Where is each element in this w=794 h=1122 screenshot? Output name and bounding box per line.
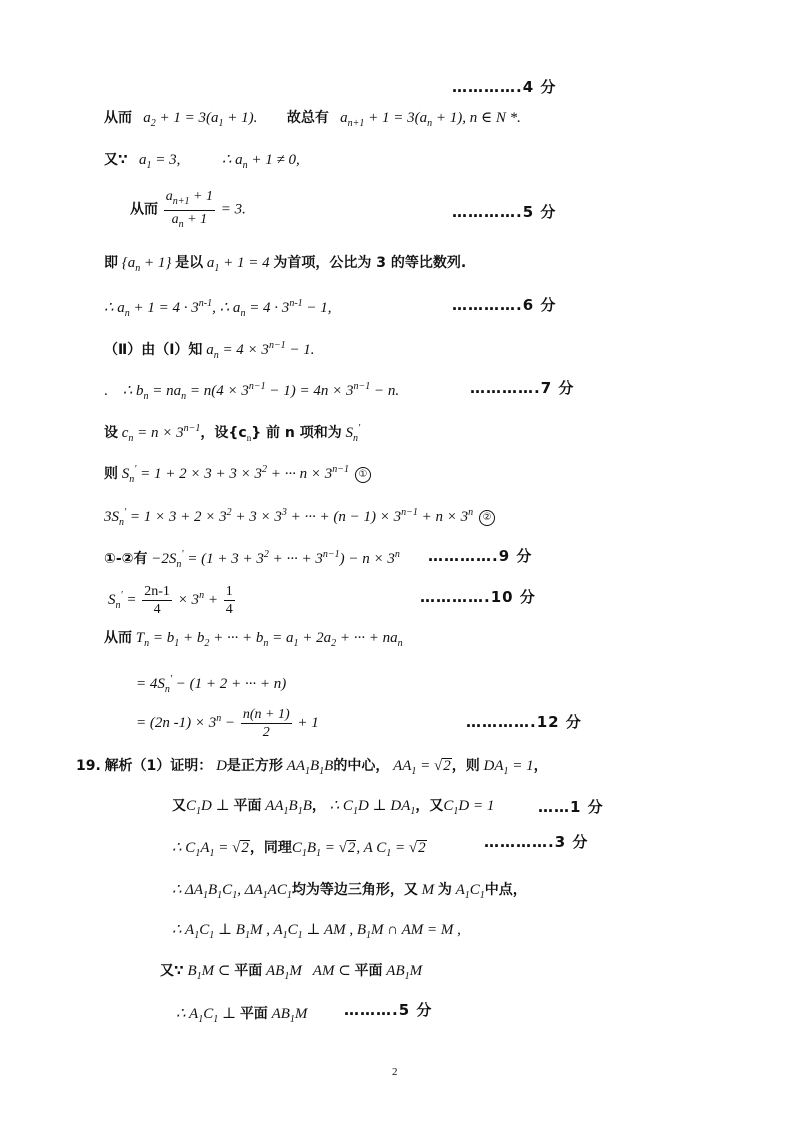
math: $DA_1 = 1$ — [483, 758, 534, 777]
math: $AA_1B_1B$ — [261, 798, 312, 817]
math: ∴ $A_1C_1$ ⊥ $B_1M$ , $A_1C_1$ ⊥ AM , $B_1M$ ∩ AM = M , — [172, 922, 461, 941]
math: ∴ $a_n + 1 \ne 0$, — [221, 152, 300, 171]
math: D — [216, 758, 227, 774]
line-15 — [136, 699, 319, 743]
line-6 — [104, 336, 315, 366]
math: = (2n $-1) \times 3^n$ − — [136, 713, 236, 731]
text: 均为等边三角形，又 — [291, 882, 418, 898]
math: $a_{n+1} + 1 = 3(a_n + 1)$, n ∈ N *. — [332, 110, 521, 129]
text-lead: 解析（1）证明： — [104, 758, 213, 774]
math: $S_n' = 1 + 2 \times 3 + 3 \times 3^2$ + ··· $n \times 3^{n-1}$ — [121, 464, 350, 485]
text-lead: ①-②有 — [104, 551, 148, 567]
text: } 前 n 项和为 — [251, 425, 342, 441]
circled-2: ② — [479, 510, 495, 526]
math: $a_2 + 1 = 3(a_1 + 1)$. — [135, 110, 258, 129]
text: 是以 — [175, 255, 204, 271]
math: $S_n'$ = — [108, 590, 137, 611]
line-23 — [172, 920, 461, 946]
math: $a_1 + 1 = 4$ — [206, 255, 270, 274]
math: ∴ $C_1D$ ⊥ $DA_1$ — [325, 798, 416, 817]
line-13 — [104, 628, 403, 654]
math: $-2S_n' = (1 + 3 + 3^2$ + ··· + $3^{n-1}) - n \times 3^n$ — [151, 549, 400, 570]
math: $S_n'$ — [345, 423, 361, 444]
circled-1: ① — [355, 467, 371, 483]
line-2 — [104, 150, 300, 176]
text: 又∵ — [160, 963, 184, 979]
score-5b: ……….5 分 — [344, 1001, 433, 1019]
math: $AB_1M$ — [267, 1006, 308, 1025]
math: ∴ $b_n = na_n = n(4 \times 3^{n-1} - 1) = 4n \times 3^{n-1} - n$. — [122, 381, 400, 402]
text-lead: 从而 — [130, 201, 158, 218]
line-1 — [104, 108, 521, 134]
line-12 — [108, 576, 237, 626]
score-12: ………….12 分 — [466, 713, 582, 731]
line-5 — [104, 294, 332, 324]
text: 的中心， — [333, 758, 390, 774]
text-lead: 即 — [104, 255, 118, 271]
score-7: ………….7 分 — [470, 379, 575, 397]
text-lead: 从而 — [104, 110, 132, 126]
line-22 — [172, 880, 527, 906]
text: 平面 — [354, 963, 383, 979]
math: × $3^n$ + — [177, 590, 218, 608]
score-9: ………….9 分 — [428, 547, 533, 565]
line-21 — [172, 838, 427, 864]
math: = $4S_n' - (1 + 2$ + ··· + n) — [136, 674, 287, 695]
fraction: $\frac{n(n + 1)}{2}$ — [242, 707, 290, 741]
math: $C_1D$ ⊥ — [186, 798, 234, 817]
text: 是正方形 — [226, 758, 283, 774]
line-4 — [104, 253, 466, 279]
text: ，则 — [451, 758, 480, 774]
line-3 — [130, 188, 246, 233]
line-8: 设 $c_n = n \times 3^{n-1}$，设$\{c_n\}$ 前 n 项和为 $S_n'$ — [104, 423, 361, 444]
math: $a_1 = 3$, — [131, 152, 181, 171]
math: $C_1B_1 = √2$, A $C_1 = √2$ — [291, 840, 426, 859]
text: ， — [311, 798, 326, 814]
text: ，设{c — [200, 425, 247, 441]
text-lead: 设 — [104, 425, 118, 441]
text: 平面 — [234, 963, 263, 979]
math: $AB_1M$ — [382, 963, 423, 982]
math: $AA_1B_1B$ — [286, 758, 334, 777]
fraction: $\frac{1}{4}$ — [225, 584, 233, 618]
text: 中点， — [484, 882, 527, 898]
math: $\{a_n + 1\}$ — [121, 255, 172, 274]
text-lead: 则 — [104, 466, 118, 482]
math: $T_n = b_1 + b_2$ + ··· + $b_n = a_1 + 2a_2$ + ··· + $na_n$ — [135, 630, 403, 649]
line-14 — [136, 670, 286, 700]
math: ∴ $\Delta A_1B_1C_1$, $\Delta A_1AC_1$ — [172, 882, 292, 901]
score-6: ………….6 分 — [452, 296, 557, 314]
fraction: $\frac{2n-1}{4}$ — [144, 584, 170, 618]
text: 平面 — [233, 798, 262, 814]
score-1: ……1 分 — [538, 798, 604, 816]
math: M — [417, 882, 438, 898]
math: ∴ $C_1A_1 = √2$ — [172, 840, 249, 859]
line-9 — [104, 460, 371, 490]
question-19 — [76, 756, 548, 782]
line-7 — [104, 377, 399, 407]
score-5: ………….5 分 — [452, 203, 557, 221]
text-mid: 故总有 — [286, 110, 329, 126]
text: 平面 — [239, 1006, 268, 1022]
text: ， — [533, 758, 548, 774]
math: ∴ $A_1C_1$ ⊥ — [176, 1006, 240, 1025]
text-lead: 又∵ — [104, 152, 128, 168]
math: $a_n = 4 \times 3^{n-1} - 1$. — [206, 340, 315, 361]
math: + 1 — [297, 715, 319, 731]
math: $C_1D = 1$ — [443, 798, 495, 817]
text-lead: （Ⅱ）由（Ⅰ）知 — [104, 342, 203, 358]
page-number: 2 — [392, 1066, 398, 1078]
dot: . — [104, 383, 119, 399]
math: $B_1M$ ⊂ — [183, 963, 235, 982]
math: $3S_n' = 1 \times 3 + 2 \times 3^2 + 3 \times 3^3$ + ··· + $(n - 1) \times 3^{n-1} + n \times 3^n$ — [104, 507, 474, 528]
text: 为 — [437, 882, 452, 898]
math: $c_n = n \times 3^{n-1}$ — [121, 423, 201, 444]
text: ，又 — [415, 798, 444, 814]
line-10 — [104, 503, 495, 533]
math: $AA_1 = √2$ — [393, 758, 451, 777]
line-20 — [172, 796, 494, 822]
fraction: $\frac{a_{n+1} + 1}{a_n + 1}$ — [165, 189, 213, 230]
math: $A_1C_1$ — [451, 882, 485, 901]
text: 又 — [172, 798, 186, 814]
math: ∴ $a_n + 1 = 4 \cdot 3^{n-1}$, ∴ $a_n = 4 \cdot 3^{n-1} - 1$, — [104, 298, 332, 319]
score-4: ………….4 分 — [452, 78, 557, 96]
line-11 — [104, 545, 400, 575]
line-24 — [160, 961, 422, 987]
math: $AB_1M$ AM ⊂ — [262, 963, 355, 982]
score-10: ………….10 分 — [420, 588, 536, 606]
line-25 — [176, 1004, 307, 1030]
text: ，同理 — [249, 840, 292, 856]
math: = 3. — [220, 201, 246, 218]
question-number: 19. — [76, 758, 101, 774]
text: 为首项，公比为 3 的等比数列. — [273, 255, 467, 271]
score-3: ………….3 分 — [484, 833, 589, 851]
text-lead: 从而 — [104, 630, 132, 646]
